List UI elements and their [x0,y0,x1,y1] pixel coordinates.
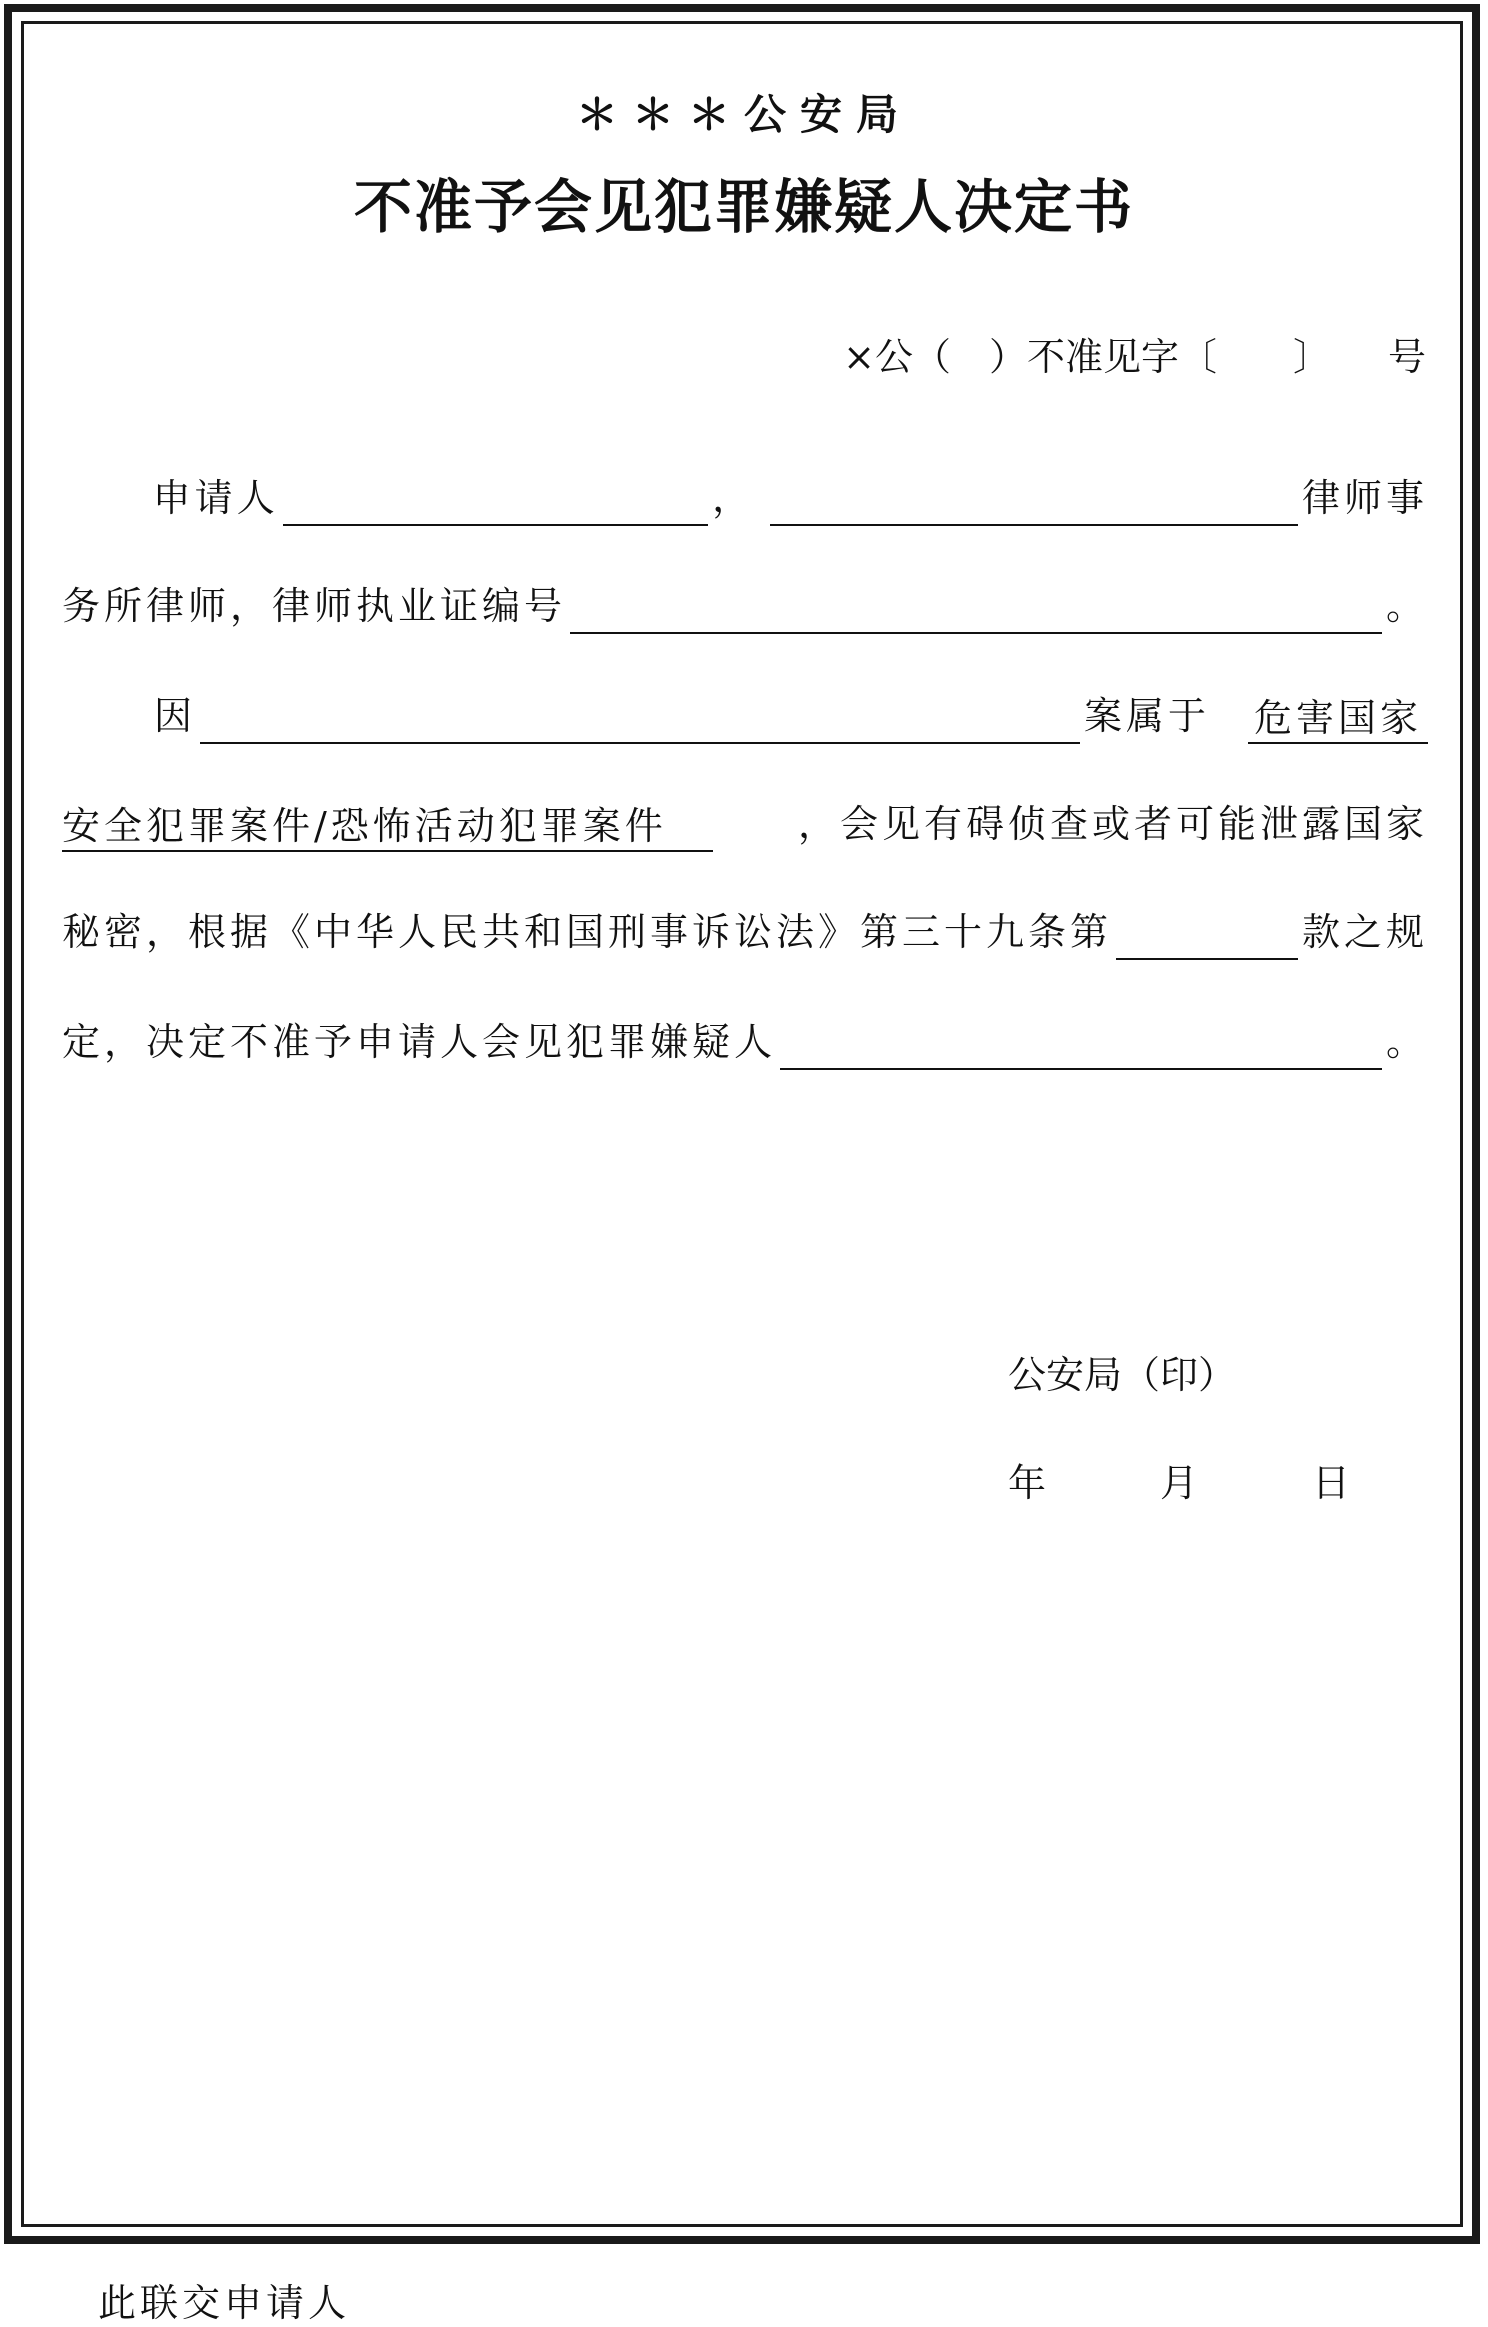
paragraph-number-blank[interactable] [1116,914,1298,960]
date-line: 年 月 日 [1008,1461,1351,1505]
reason-text: ，会见有碍侦查或者可能泄露国家 [797,802,1428,846]
legal-basis-text: 秘密，根据《中华人民共和国刑事诉讼法》第三十九条第 [62,910,1113,954]
law-firm-label: 律师事 [1301,476,1428,520]
case-type-fill-2[interactable]: 安全犯罪案件/恐怖活动犯罪案件 [62,802,713,852]
license-label: 务所律师，律师执业证编号 [62,584,567,628]
comma: ， [712,476,755,520]
seal-line: 公安局（印） [1008,1353,1237,1397]
applicant-name-blank[interactable] [283,480,708,526]
period: 。 [1385,584,1428,628]
document-number: ×公（ ）不准见字〔 〕 号 [843,335,1426,379]
applicant-label: 申请人 [152,476,279,520]
reason-blank[interactable] [200,698,1080,744]
period: 。 [1385,1020,1428,1064]
body-line-1 [62,470,1428,526]
legal-basis-end: 款之规 [1301,910,1428,954]
suspect-name-blank[interactable] [780,1024,1382,1070]
body-line-5 [62,904,1428,960]
reason-label: 因 [154,694,197,738]
law-firm-blank[interactable] [770,480,1298,526]
body-line-2 [62,578,1428,634]
body-line-6 [62,1014,1428,1070]
body-line-4 [62,796,1428,852]
copy-note: 此联交申请人 [98,2281,351,2325]
agency-name: ＊＊＊公安局 [575,90,912,139]
license-number-blank[interactable] [570,588,1382,634]
decision-text: 定，决定不准予申请人会见犯罪嫌疑人 [62,1020,777,1064]
body-line-3 [62,688,1428,744]
document-title: 不准予会见犯罪嫌疑人决定书 [353,173,1134,241]
case-belongs-label: 案属于 [1084,694,1211,738]
case-type-fill-1[interactable]: 危害国家 [1248,694,1428,744]
